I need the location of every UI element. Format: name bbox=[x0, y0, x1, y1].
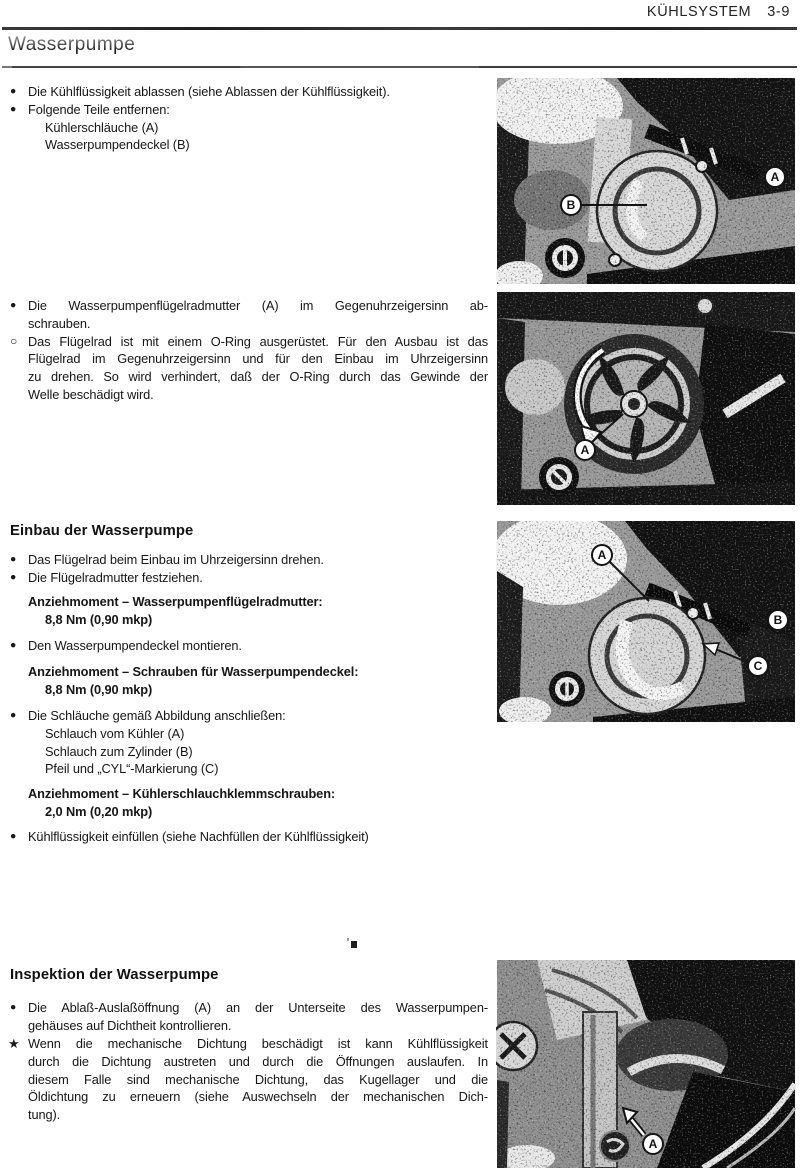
installation-steps-3 bbox=[10, 707, 488, 778]
callout-label: B bbox=[566, 198, 576, 212]
torque-spec-value: 2,0 Nm (0,20 mkp) bbox=[45, 803, 153, 819]
callout-label: A bbox=[580, 443, 590, 457]
step-bullet-icon: ● bbox=[10, 639, 17, 651]
step-item bbox=[10, 297, 488, 333]
warning-star-icon: ★ bbox=[8, 1036, 20, 1051]
step-text-line: gehäuses auf Dichtheit kontrollieren. bbox=[28, 1017, 232, 1033]
note-text-line: Welle beschädigt wird. bbox=[28, 386, 154, 402]
part-line: Schlauch zum Zylinder (B) bbox=[45, 743, 193, 759]
torque-spec-clamp bbox=[10, 785, 506, 821]
note-text-line: Das Flügelrad ist mit einem O-Ring ausgerüstet. Für den Ausbau ist das bbox=[28, 333, 488, 349]
chapter-title: KÜHLSYSTEM bbox=[646, 4, 752, 20]
callout-label: A bbox=[770, 170, 780, 184]
step-bullet-icon: ● bbox=[10, 102, 17, 115]
step-text: Die Flügelradmutter festziehen. bbox=[28, 569, 203, 585]
callout-label: B bbox=[773, 613, 783, 627]
step-bullet-icon: ● bbox=[10, 830, 17, 842]
warning-text-line: Wenn die mechanische Dichtung beschädigt ist kann Kühlflüssigkeit bbox=[28, 1036, 488, 1051]
section-title: Wasserpumpe bbox=[8, 34, 136, 55]
inspection-step bbox=[10, 999, 488, 1035]
step-text: Folgende Teile entfernen: bbox=[28, 101, 170, 117]
installation-steps-1 bbox=[10, 551, 488, 587]
header-rule bbox=[2, 27, 797, 30]
callout-label: A bbox=[648, 1137, 658, 1151]
torque-spec-label: Anziehmoment – Schrauben für Wasserpumpendeckel: bbox=[28, 664, 359, 679]
part-line: Schlauch vom Kühler (A) bbox=[45, 725, 185, 741]
step-text: Den Wasserpumpendeckel montieren. bbox=[28, 638, 242, 653]
figure-photo-impeller bbox=[496, 292, 796, 505]
photo-impeller-removal bbox=[496, 292, 796, 505]
step-item bbox=[10, 101, 488, 154]
installation-steps-4 bbox=[10, 828, 488, 846]
step-bullet-icon: ● bbox=[10, 1001, 17, 1013]
step-text: Das Flügelrad beim Einbau im Uhrzeigersinn drehen. bbox=[28, 552, 324, 567]
figure-photo-pump-cover bbox=[496, 78, 796, 284]
section-title-rule bbox=[2, 66, 797, 68]
installation-heading: Einbau der Wasserpumpe bbox=[10, 523, 194, 539]
note-text-line: zu drehen. So wird verhindert, daß der O-Ring durch das Gewinde der bbox=[28, 369, 488, 385]
step-item bbox=[10, 551, 488, 569]
torque-spec-value: 8,8 Nm (0,90 mkp) bbox=[45, 611, 153, 627]
callout-label: C bbox=[753, 659, 763, 673]
page-header bbox=[647, 4, 790, 20]
note-text-line: Flügelrad im Gegenuhrzeigersinn und für den Einbau im Uhrzeigersinn bbox=[28, 351, 488, 367]
step-item bbox=[10, 707, 488, 778]
warning-text-line: Öldichtung zu erneuern (siehe Auswechseln der mechanischen Dich- bbox=[28, 1089, 488, 1105]
step-text-line: Die Ablaß-Auslaßöffnung (A) an der Unterseite des Wasserpumpen- bbox=[28, 1000, 488, 1015]
torque-spec-value: 8,8 Nm (0,90 mkp) bbox=[45, 681, 153, 697]
step-text: Die Schläuche gemäß Abbildung anschließen: bbox=[28, 708, 286, 723]
step-text-line: schrauben. bbox=[28, 315, 91, 331]
step-text: Die Kühlflüssigkeit ablassen (siehe Ablassen der Kühlflüssigkeit). bbox=[28, 84, 390, 99]
step-item bbox=[10, 828, 488, 846]
torque-spec-cover bbox=[10, 663, 506, 699]
warning-text-line: tung). bbox=[28, 1107, 61, 1123]
note-circle-icon: ○ bbox=[10, 333, 18, 348]
part-line: Pfeil und „CYL“-Markierung (C) bbox=[45, 761, 219, 777]
inspection-warning bbox=[10, 1035, 488, 1124]
step-bullet-icon: ● bbox=[10, 709, 17, 721]
photo-drain-outlet bbox=[496, 960, 796, 1168]
part-line: Kühlerschläuche (A) bbox=[45, 119, 159, 135]
torque-spec-label: Anziehmoment – Kühlerschlauchklemmschrauben: bbox=[28, 786, 336, 801]
photo-hose-connections bbox=[496, 521, 796, 722]
figure-photo-drain-outlet bbox=[496, 960, 796, 1168]
warning-text-line: diesem Falle sind mechanische Dichtung, das Kugellager und die bbox=[28, 1071, 488, 1087]
step-bullet-icon: ● bbox=[10, 553, 17, 565]
warning-item bbox=[10, 1035, 488, 1124]
part-line: Wasserpumpendeckel (B) bbox=[45, 137, 190, 153]
step-item bbox=[10, 569, 488, 587]
warning-text-line: durch die Dichtung austreten und durch die Öffnungen auslaufen. In bbox=[28, 1053, 488, 1069]
figure-photo-hose-connections bbox=[496, 521, 796, 722]
torque-spec-label: Anziehmoment – Wasserpumpenflügelradmutter: bbox=[28, 594, 323, 609]
step-item bbox=[10, 637, 488, 655]
step-text: Kühlflüssigkeit einfüllen (siehe Nachfüllen der Kühlflüssigkeit) bbox=[28, 829, 369, 844]
scan-artifact-speck bbox=[351, 941, 357, 948]
impeller-removal-block bbox=[10, 297, 488, 404]
inspection-heading: Inspektion der Wasserpumpe bbox=[10, 967, 219, 983]
page-number: 3-9 bbox=[767, 4, 790, 20]
step-item bbox=[10, 83, 488, 101]
installation-steps-2 bbox=[10, 637, 488, 655]
step-bullet-icon: ● bbox=[10, 299, 17, 311]
note-item bbox=[10, 333, 488, 404]
photo-pump-cover-removal bbox=[496, 78, 796, 284]
removal-steps bbox=[10, 83, 488, 154]
callout-A bbox=[643, 1134, 663, 1154]
step-text-line: Die Wasserpumpenflügelradmutter (A) im Gegenuhrzeigersinn ab- bbox=[28, 298, 488, 313]
callout-label: A bbox=[597, 548, 607, 562]
step-bullet-icon: ● bbox=[10, 85, 17, 97]
step-item bbox=[10, 999, 488, 1035]
torque-spec-nut bbox=[10, 593, 506, 629]
step-bullet-icon: ● bbox=[10, 570, 17, 583]
